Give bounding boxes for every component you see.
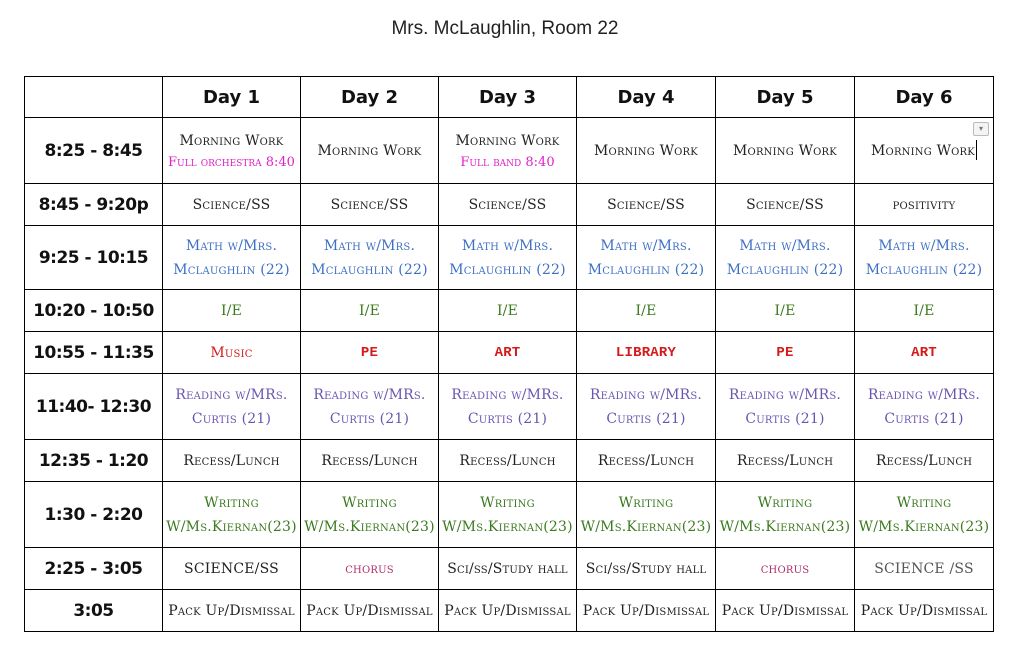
class-label: Writing W/Ms.Kiernan(23): [166, 494, 297, 535]
schedule-cell[interactable]: [163, 290, 301, 332]
class-label: Sci/ss/Study hall: [585, 560, 707, 577]
schedule-row: [25, 374, 994, 440]
time-slot-cell[interactable]: 11:40- 12:30: [25, 374, 163, 440]
time-slot-cell[interactable]: 12:35 - 1:20: [25, 440, 163, 482]
class-label: Writing W/Ms.Kiernan(23): [442, 494, 573, 535]
class-label: Recess/Lunch: [597, 452, 695, 469]
schedule-table: [24, 76, 994, 632]
class-label: Reading w/MRs. Curtis (21): [175, 386, 288, 427]
schedule-cell[interactable]: [577, 374, 716, 440]
schedule-cell[interactable]: [855, 374, 994, 440]
schedule-cell[interactable]: [163, 590, 301, 632]
time-slot-cell[interactable]: 2:25 - 3:05: [25, 548, 163, 590]
schedule-cell[interactable]: [577, 118, 716, 184]
class-label: Reading w/MRs. Curtis (21): [589, 386, 703, 427]
schedule-row: [25, 548, 994, 590]
schedule-cell[interactable]: [439, 184, 577, 226]
class-label: Science/SS: [746, 196, 824, 213]
class-label: I/E: [635, 302, 657, 319]
class-label: I/E: [220, 302, 243, 319]
schedule-cell[interactable]: [577, 226, 716, 290]
class-label: Writing W/Ms.Kiernan(23): [580, 494, 712, 535]
class-label: Science/SS: [330, 196, 409, 213]
schedule-cell[interactable]: [301, 548, 439, 590]
schedule-cell[interactable]: [301, 440, 439, 482]
time-slot-cell[interactable]: 9:25 - 10:15: [25, 226, 163, 290]
class-note: Full orchestra 8:40: [168, 154, 295, 170]
class-label: ART: [911, 344, 937, 361]
schedule-cell[interactable]: [577, 590, 716, 632]
class-label: Recess/Lunch: [875, 452, 973, 469]
schedule-row: [25, 590, 994, 632]
schedule-cell[interactable]: [716, 440, 855, 482]
class-label: chorus: [345, 560, 394, 577]
schedule-cell[interactable]: [577, 548, 716, 590]
class-label: Math w/Mrs. Mclaughlin (22): [587, 237, 705, 278]
schedule-cell[interactable]: [439, 590, 577, 632]
schedule-cell[interactable]: [301, 226, 439, 290]
schedule-cell[interactable]: [439, 118, 577, 184]
class-label: Math w/Mrs. Mclaughlin (22): [449, 237, 566, 278]
day-header[interactable]: Day 6: [855, 77, 994, 118]
class-label: Science/SS: [468, 196, 547, 213]
schedule-row: [25, 332, 994, 374]
class-label: Writing W/Ms.Kiernan(23): [858, 494, 990, 535]
class-label: Reading w/MRs. Curtis (21): [728, 386, 842, 427]
day-header[interactable]: Day 2: [301, 77, 439, 118]
schedule-cell[interactable]: [855, 590, 994, 632]
schedule-cell[interactable]: [855, 226, 994, 290]
chevron-down-icon[interactable]: ▾: [973, 122, 989, 136]
schedule-cell[interactable]: [439, 374, 577, 440]
class-label: Morning Work: [871, 142, 975, 159]
class-label: ART: [494, 344, 521, 361]
class-label: Morning Work: [733, 142, 837, 159]
schedule-cell[interactable]: [716, 184, 855, 226]
schedule-cell[interactable]: [855, 440, 994, 482]
class-label: Pack Up/Dismissal: [306, 602, 433, 619]
class-label: I/E: [913, 302, 935, 319]
schedule-cell[interactable]: [577, 290, 716, 332]
schedule-cell[interactable]: [439, 548, 577, 590]
class-label: Reading w/MRs. Curtis (21): [867, 386, 981, 427]
class-label: PE: [360, 344, 379, 361]
schedule-cell[interactable]: [439, 332, 577, 374]
schedule-cell[interactable]: [439, 226, 577, 290]
time-slot-cell[interactable]: 10:20 - 10:50: [25, 290, 163, 332]
schedule-cell[interactable]: [716, 548, 855, 590]
class-label: Morning Work: [455, 132, 560, 149]
class-label: Pack Up/Dismissal: [168, 602, 295, 619]
class-label: Writing W/Ms.Kiernan(23): [719, 494, 851, 535]
schedule-cell[interactable]: [716, 118, 855, 184]
schedule-cell[interactable]: [301, 374, 439, 440]
schedule-cell[interactable]: [439, 290, 577, 332]
class-label: Math w/Mrs. Mclaughlin (22): [311, 237, 428, 278]
schedule-cell[interactable]: [301, 184, 439, 226]
class-label: Science/SS: [607, 196, 685, 213]
time-slot-cell[interactable]: 1:30 - 2:20: [25, 482, 163, 548]
schedule-row: [25, 226, 994, 290]
class-label: Math w/Mrs. Mclaughlin (22): [173, 237, 290, 278]
schedule-cell[interactable]: [716, 374, 855, 440]
schedule-cell[interactable]: [301, 482, 439, 548]
schedule-cell[interactable]: [855, 482, 994, 548]
class-label: I/E: [774, 302, 796, 319]
time-slot-cell[interactable]: 8:25 - 8:45: [25, 118, 163, 184]
schedule-cell[interactable]: [577, 482, 716, 548]
class-label: I/E: [496, 302, 519, 319]
class-label: Pack Up/Dismissal: [444, 602, 571, 619]
schedule-cell[interactable]: [855, 118, 994, 184]
header-row: [25, 77, 994, 118]
class-label: Recess/Lunch: [736, 452, 834, 469]
class-label: Recess/Lunch: [183, 452, 280, 469]
schedule-cell[interactable]: [716, 226, 855, 290]
schedule-cell[interactable]: [163, 548, 301, 590]
schedule-row: [25, 482, 994, 548]
schedule-cell[interactable]: [716, 290, 855, 332]
class-label: Pack Up/Dismissal: [582, 602, 710, 619]
schedule-row: [25, 290, 994, 332]
corner-cell[interactable]: [25, 77, 163, 118]
schedule-cell[interactable]: [855, 290, 994, 332]
time-slot-cell[interactable]: 3:05: [25, 590, 163, 632]
class-label: I/E: [358, 302, 381, 319]
day-header[interactable]: Day 5: [716, 77, 855, 118]
schedule-cell[interactable]: [301, 118, 439, 184]
schedule-cell[interactable]: [577, 440, 716, 482]
schedule-cell[interactable]: [716, 332, 855, 374]
schedule-cell[interactable]: [163, 118, 301, 184]
class-label: Recess/Lunch: [321, 452, 418, 469]
text-cursor: [976, 140, 977, 160]
schedule-cell[interactable]: [163, 332, 301, 374]
schedule-cell[interactable]: [163, 184, 301, 226]
class-label: Morning Work: [179, 132, 284, 149]
class-label: Recess/Lunch: [459, 452, 556, 469]
day-header[interactable]: Day 3: [439, 77, 577, 118]
class-label: Morning Work: [317, 142, 422, 159]
schedule-cell[interactable]: [577, 184, 716, 226]
class-label: SCIENCE /SS: [874, 560, 974, 577]
schedule-row: [25, 440, 994, 482]
page-title: Mrs. McLaughlin, Room 22: [391, 18, 619, 39]
class-label: Pack Up/Dismissal: [860, 602, 988, 619]
time-slot-cell[interactable]: 10:55 - 11:35: [25, 332, 163, 374]
class-label: Morning Work: [594, 142, 698, 159]
class-label: Writing W/Ms.Kiernan(23): [304, 494, 435, 535]
schedule-cell[interactable]: [855, 184, 994, 226]
class-label: Science/SS: [192, 196, 271, 213]
class-label: Sci/ss/Study hall: [447, 560, 568, 577]
class-label: LIBRARY: [615, 344, 677, 361]
class-label: PE: [776, 344, 794, 361]
schedule-cell[interactable]: [716, 590, 855, 632]
schedule-cell[interactable]: [855, 332, 994, 374]
schedule-cell[interactable]: [163, 374, 301, 440]
day-header[interactable]: Day 4: [577, 77, 716, 118]
schedule-cell[interactable]: [439, 440, 577, 482]
schedule-row: [25, 118, 994, 184]
schedule-cell[interactable]: [301, 290, 439, 332]
schedule-cell[interactable]: [716, 482, 855, 548]
schedule-cell[interactable]: [439, 482, 577, 548]
class-label: Music: [210, 344, 253, 361]
schedule-cell[interactable]: [163, 226, 301, 290]
time-slot-cell[interactable]: 8:45 - 9:20p: [25, 184, 163, 226]
class-label: positivity: [892, 196, 956, 213]
class-label: SCIENCE/SS: [184, 560, 279, 577]
day-header[interactable]: Day 1: [163, 77, 301, 118]
schedule-row: [25, 184, 994, 226]
schedule-cell[interactable]: [301, 332, 439, 374]
schedule-cell[interactable]: [301, 590, 439, 632]
schedule-cell[interactable]: [577, 332, 716, 374]
class-label: Math w/Mrs. Mclaughlin (22): [726, 237, 844, 278]
schedule-cell[interactable]: [163, 482, 301, 548]
class-label: Reading w/MRs. Curtis (21): [451, 386, 564, 427]
class-label: chorus: [760, 560, 810, 577]
class-note: Full band 8:40: [460, 154, 555, 170]
class-label: Reading w/MRs. Curtis (21): [313, 386, 426, 427]
schedule-cell[interactable]: [855, 548, 994, 590]
class-label: Math w/Mrs. Mclaughlin (22): [865, 237, 983, 278]
schedule-cell[interactable]: [163, 440, 301, 482]
class-label: Pack Up/Dismissal: [721, 602, 849, 619]
